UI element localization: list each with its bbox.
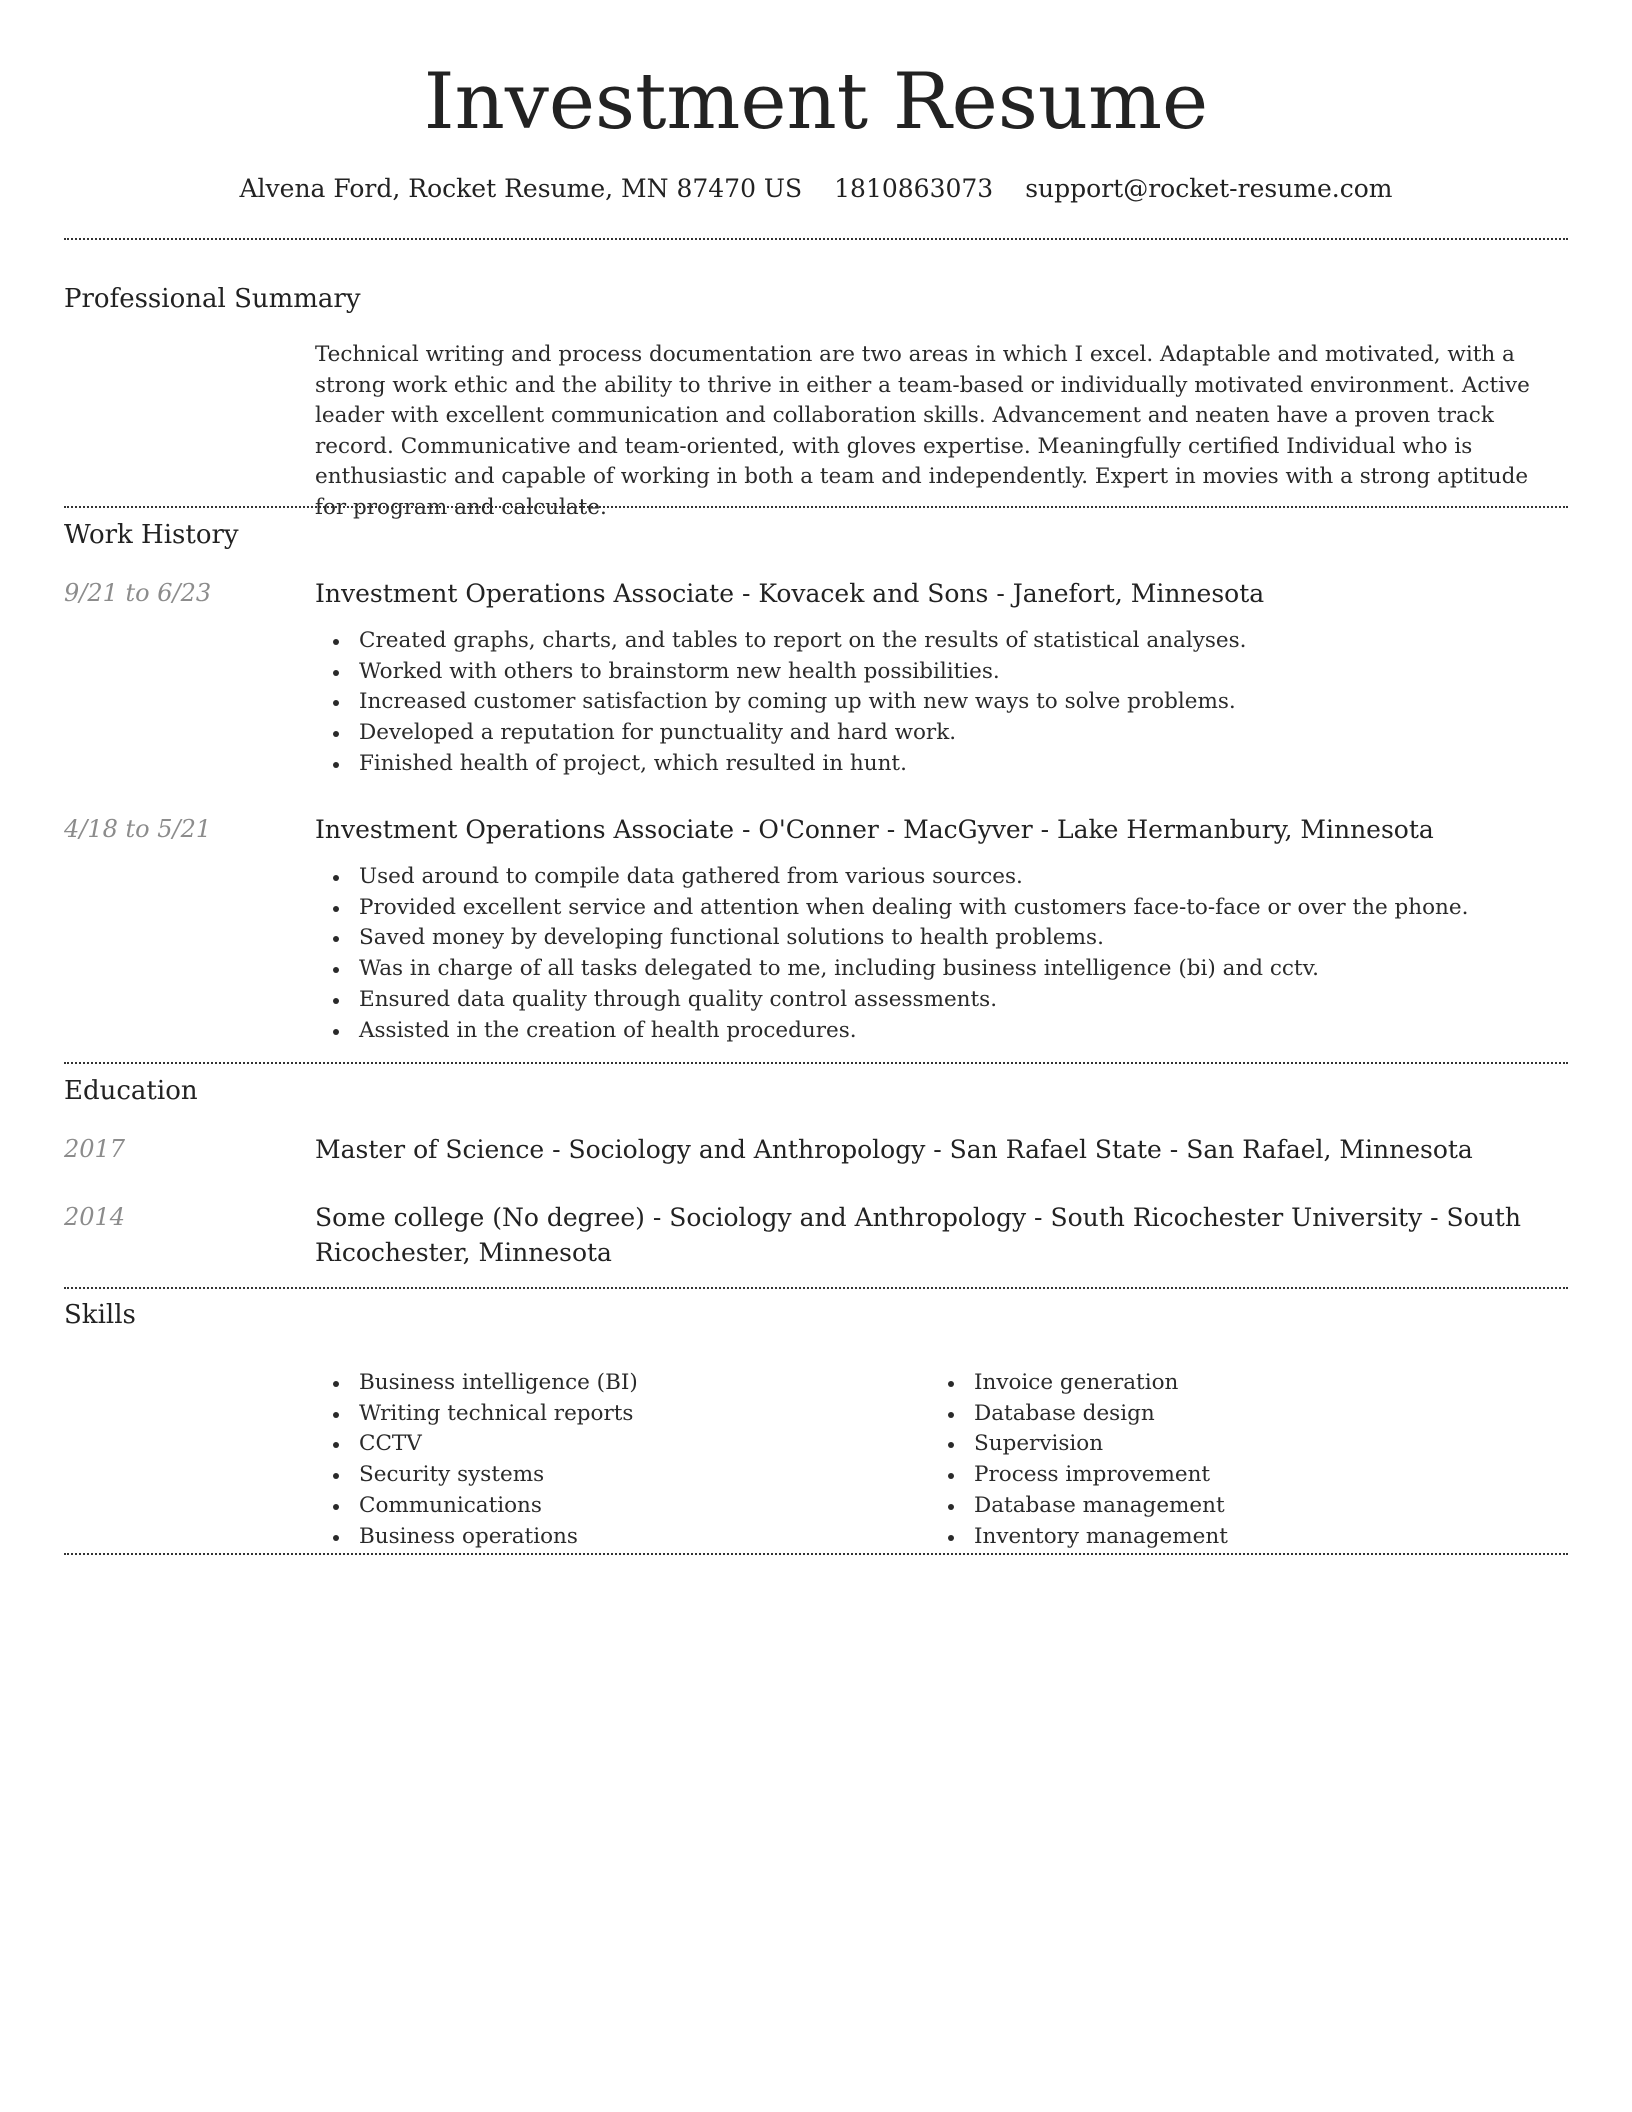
skills-column-left	[315, 1368, 930, 1552]
list-item: Ensured data quality through quality control assessments.	[315, 985, 1565, 1016]
list-item: Writing technical reports	[315, 1399, 930, 1430]
list-item: Inventory management	[930, 1522, 1545, 1553]
section-title-education: Education	[64, 1076, 198, 1106]
list-item: Database management	[930, 1491, 1545, 1522]
skills-list	[315, 1368, 1565, 1552]
divider	[64, 238, 1568, 240]
job-bullets	[315, 626, 1565, 780]
section-title-skills: Skills	[64, 1300, 136, 1330]
education-year: 2014	[64, 1203, 126, 1231]
section-title-work-history: Work History	[64, 520, 239, 550]
list-item: CCTV	[315, 1429, 930, 1460]
list-item: Security systems	[315, 1460, 930, 1491]
education-year: 2017	[64, 1135, 126, 1163]
contact-email: support@rocket-resume.com	[1025, 174, 1393, 203]
divider	[64, 1287, 1568, 1289]
education-entry: Some college (No degree) - Sociology and Anthropology - South Ricochester University - South Ricochester, Minnesota	[315, 1203, 1521, 1267]
job-title: Investment Operations Associate - Kovacek and Sons - Janefort, Minnesota	[315, 579, 1265, 608]
list-item: Invoice generation	[930, 1368, 1545, 1399]
divider	[64, 1553, 1568, 1555]
list-item: Created graphs, charts, and tables to report on the results of statistical analyses.	[315, 626, 1565, 657]
list-item: Communications	[315, 1491, 930, 1522]
list-item: Database design	[930, 1399, 1545, 1430]
contact-line	[64, 172, 1568, 206]
list-item: Business intelligence (BI)	[315, 1368, 930, 1399]
list-item: Worked with others to brainstorm new health possibilities.	[315, 657, 1565, 688]
job-bullets	[315, 862, 1565, 1046]
summary-text: Technical writing and process documentation are two areas in which I excel. Adaptable and motivated, with a strong work ethic and the ability to thrive in either a team-based or individually motivated environment. Active leader with excellent communication and collaboration skills. Advancement and neaten have a proven track record. Communicative and team-oriented, with gloves expertise. Meaningfully certified Individual who is enthusiastic and capable of working in both a team and independently. Expert in movies with a strong aptitude for program and calculate.	[315, 342, 1530, 520]
list-item: Developed a reputation for punctuality and hard work.	[315, 718, 1565, 749]
list-item: Increased customer satisfaction by coming up with new ways to solve problems.	[315, 687, 1565, 718]
job-dates: 4/18 to 5/21	[64, 815, 212, 843]
list-item: Saved money by developing functional solutions to health problems.	[315, 923, 1565, 954]
resume-title: Investment Resume	[423, 57, 1209, 147]
list-item: Process improvement	[930, 1460, 1545, 1491]
divider	[64, 1062, 1568, 1064]
list-item: Provided excellent service and attention when dealing with customers face-to-face or over the phone.	[315, 893, 1565, 924]
divider	[64, 506, 1568, 508]
education-entry: Master of Science - Sociology and Anthropology - San Rafael State - San Rafael, Minnesota	[315, 1135, 1473, 1164]
contact-phone: 1810863073	[834, 174, 994, 203]
list-item: Supervision	[930, 1429, 1545, 1460]
resume-page	[64, 0, 1568, 2112]
contact-address: Alvena Ford, Rocket Resume, MN 87470 US	[239, 174, 803, 203]
list-item: Assisted in the creation of health procedures.	[315, 1016, 1565, 1047]
list-item: Finished health of project, which resulted in hunt.	[315, 749, 1565, 780]
job-title: Investment Operations Associate - O'Conner - MacGyver - Lake Hermanbury, Minnesota	[315, 815, 1434, 844]
skills-column-right	[930, 1368, 1545, 1552]
job-dates: 9/21 to 6/23	[64, 579, 212, 607]
list-item: Business operations	[315, 1522, 930, 1553]
list-item: Used around to compile data gathered from various sources.	[315, 862, 1565, 893]
section-title-summary: Professional Summary	[64, 284, 361, 314]
list-item: Was in charge of all tasks delegated to me, including business intelligence (bi) and cctv.	[315, 954, 1565, 985]
